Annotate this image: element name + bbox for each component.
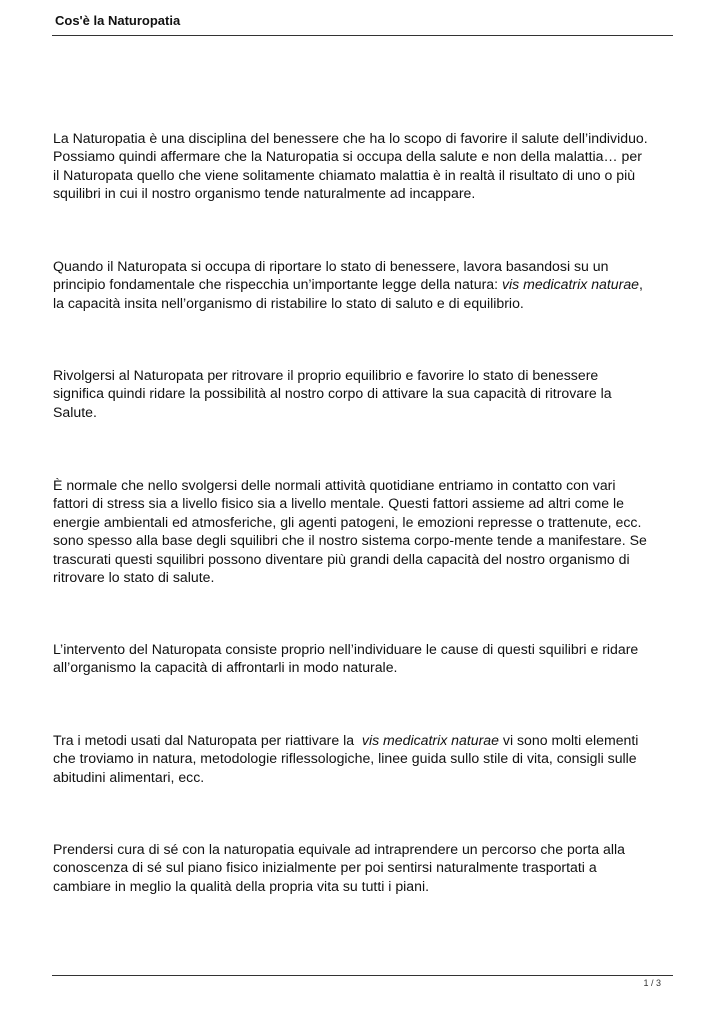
paragraph-line: Prendersi cura di sé con la naturopatia equivale ad intraprendere un percorso che porta alla xyxy=(53,841,625,857)
paragraph-line: sono spesso alla base degli squilibri che il nostro sistema corpo-mente tende a manifestare. Se xyxy=(53,532,647,549)
paragraph-line: il Naturopata quello che viene solitamente chiamato malattia è in realtà il risultato di uno o più xyxy=(53,166,636,183)
paragraph-line: che troviamo in natura, metodologie riflessologiche, linee guida sullo stile di vita, consigli sulle xyxy=(53,750,637,767)
paragraph-line: conoscenza di sé sul piano fisico inizialmente per poi sentirsi naturalmente trasportati a xyxy=(53,859,597,876)
paragraph-rivolgersi xyxy=(53,366,677,421)
page-number: 1 / 3 xyxy=(643,978,661,988)
document-header-title: Cos'è la Naturopatia xyxy=(55,13,181,28)
paragraph-prendersi-cura xyxy=(53,840,677,895)
latin-term: vis medicatrix naturae xyxy=(361,732,499,748)
latin-term: vis medicatrix naturae xyxy=(501,276,640,293)
paragraph-line: ritrovare lo stato di salute. xyxy=(53,569,215,586)
paragraph-text: vi sono molti elementi xyxy=(498,732,639,748)
paragraph-line: squilibri in cui il nostro organismo tende naturalmente ad incappare. xyxy=(53,185,476,202)
paragraph-line: Salute. xyxy=(53,403,97,420)
paragraph-metodi xyxy=(53,731,677,786)
footer-divider xyxy=(52,975,673,976)
paragraph-text: , xyxy=(639,276,643,293)
paragraph-line: all’organismo la capacità di affrontarli in modo naturale. xyxy=(53,659,398,676)
paragraph-line: energie ambientali ed atmosferiche, gli agenti patogeni, le emozioni represse o trattenute, ecc. xyxy=(53,513,642,530)
paragraph-text: principio fondamentale che rispecchia un’importante legge della natura: xyxy=(53,276,502,293)
paragraph-line: La Naturopatia è una disciplina del benessere che ha lo scopo di favorire il salute dell’individuo. xyxy=(53,130,648,146)
paragraph-line: Rivolgersi al Naturopata per ritrovare il proprio equilibrio e favorire lo stato di benessere xyxy=(53,367,599,383)
paragraph-intervento xyxy=(53,640,677,677)
paragraph-line: cambiare in meglio la qualità della propria vita su tutti i piani. xyxy=(53,877,430,894)
paragraph-line: abitudini alimentari, ecc. xyxy=(53,768,205,785)
paragraph-line: È normale che nello svolgersi delle normali attività quotidiane entriamo in contatto con vari xyxy=(53,477,616,493)
paragraph-line: significa quindi ridare la possibilità al nostro corpo di attivare la sua capacità di ritrovare la xyxy=(53,385,612,402)
paragraph-line: Possiamo quindi affermare che la Naturopatia si occupa della salute e non della malattia… per xyxy=(53,148,642,165)
paragraph-vis-medicatrix xyxy=(53,257,677,312)
paragraph-text: Tra i metodi usati dal Naturopata per riattivare la xyxy=(53,732,362,748)
paragraph-line: L’intervento del Naturopata consiste proprio nell’individuare le cause di questi squilibri e ridare xyxy=(53,641,639,657)
paragraph-line: Quando il Naturopata si occupa di riportare lo stato di benessere, lavora basandosi su un xyxy=(53,258,609,274)
paragraph-line: la capacità insita nell’organismo di ristabilire lo stato di saluto e di equilibrio. xyxy=(53,294,524,311)
paragraph-definition xyxy=(53,129,677,203)
paragraph-line: trascurati questi squilibri possono diventare più grandi della capacità del nostro organismo di xyxy=(53,550,630,567)
paragraph-line xyxy=(53,275,677,293)
header-divider xyxy=(52,35,673,36)
paragraph-line xyxy=(53,731,677,749)
paragraph-stress-factors xyxy=(53,476,677,586)
paragraph-line: fattori di stress sia a livello fisico sia a livello mentale. Questi fattori assieme ad altri come le xyxy=(53,495,625,512)
